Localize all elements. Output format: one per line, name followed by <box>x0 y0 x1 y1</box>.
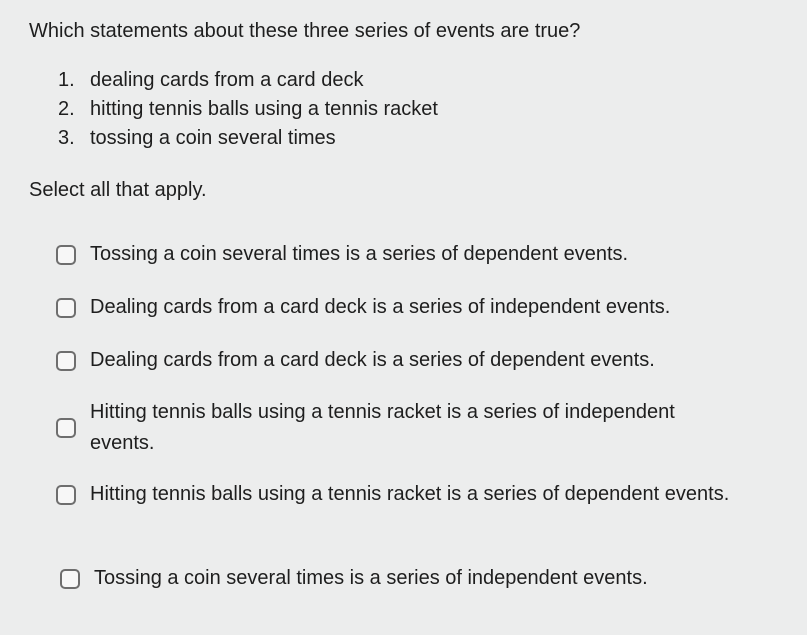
list-item <box>58 95 438 124</box>
answer-option-2[interactable] <box>56 292 736 323</box>
question-prompt: Which statements about these three series of events are true? <box>29 20 581 42</box>
checkbox[interactable] <box>60 569 80 589</box>
list-item-number: 1. <box>58 69 75 91</box>
option-label[interactable]: Dealing cards from a card deck is a series of independent events. <box>90 296 671 318</box>
checkbox[interactable] <box>56 351 76 371</box>
checkbox[interactable] <box>56 245 76 265</box>
answer-option-3[interactable] <box>56 345 736 376</box>
option-label[interactable]: Dealing cards from a card deck is a series of dependent events. <box>90 349 655 371</box>
checkbox[interactable] <box>56 485 76 505</box>
list-item-text: tossing a coin several times <box>90 127 336 149</box>
option-label[interactable]: Tossing a coin several times is a series of dependent events. <box>90 243 629 265</box>
checkbox[interactable] <box>56 298 76 318</box>
list-item-text: hitting tennis balls using a tennis racket <box>90 98 438 120</box>
list-item <box>58 124 438 153</box>
answer-option-1[interactable] <box>56 239 736 270</box>
events-list <box>58 66 438 153</box>
checkbox[interactable] <box>56 418 76 438</box>
answer-option-4[interactable] <box>56 397 736 459</box>
list-item-number: 2. <box>58 98 75 120</box>
answer-option-5[interactable] <box>56 479 736 510</box>
option-label[interactable]: Hitting tennis balls using a tennis racket is a series of independent events. <box>90 401 675 454</box>
option-label[interactable]: Tossing a coin several times is a series of independent events. <box>94 567 648 589</box>
instruction-text: Select all that apply. <box>29 179 207 201</box>
list-item <box>58 66 438 95</box>
option-label[interactable]: Hitting tennis balls using a tennis racket is a series of dependent events. <box>90 483 730 505</box>
answer-option-6[interactable] <box>60 563 740 594</box>
list-item-text: dealing cards from a card deck <box>90 69 364 91</box>
list-item-number: 3. <box>58 127 75 149</box>
